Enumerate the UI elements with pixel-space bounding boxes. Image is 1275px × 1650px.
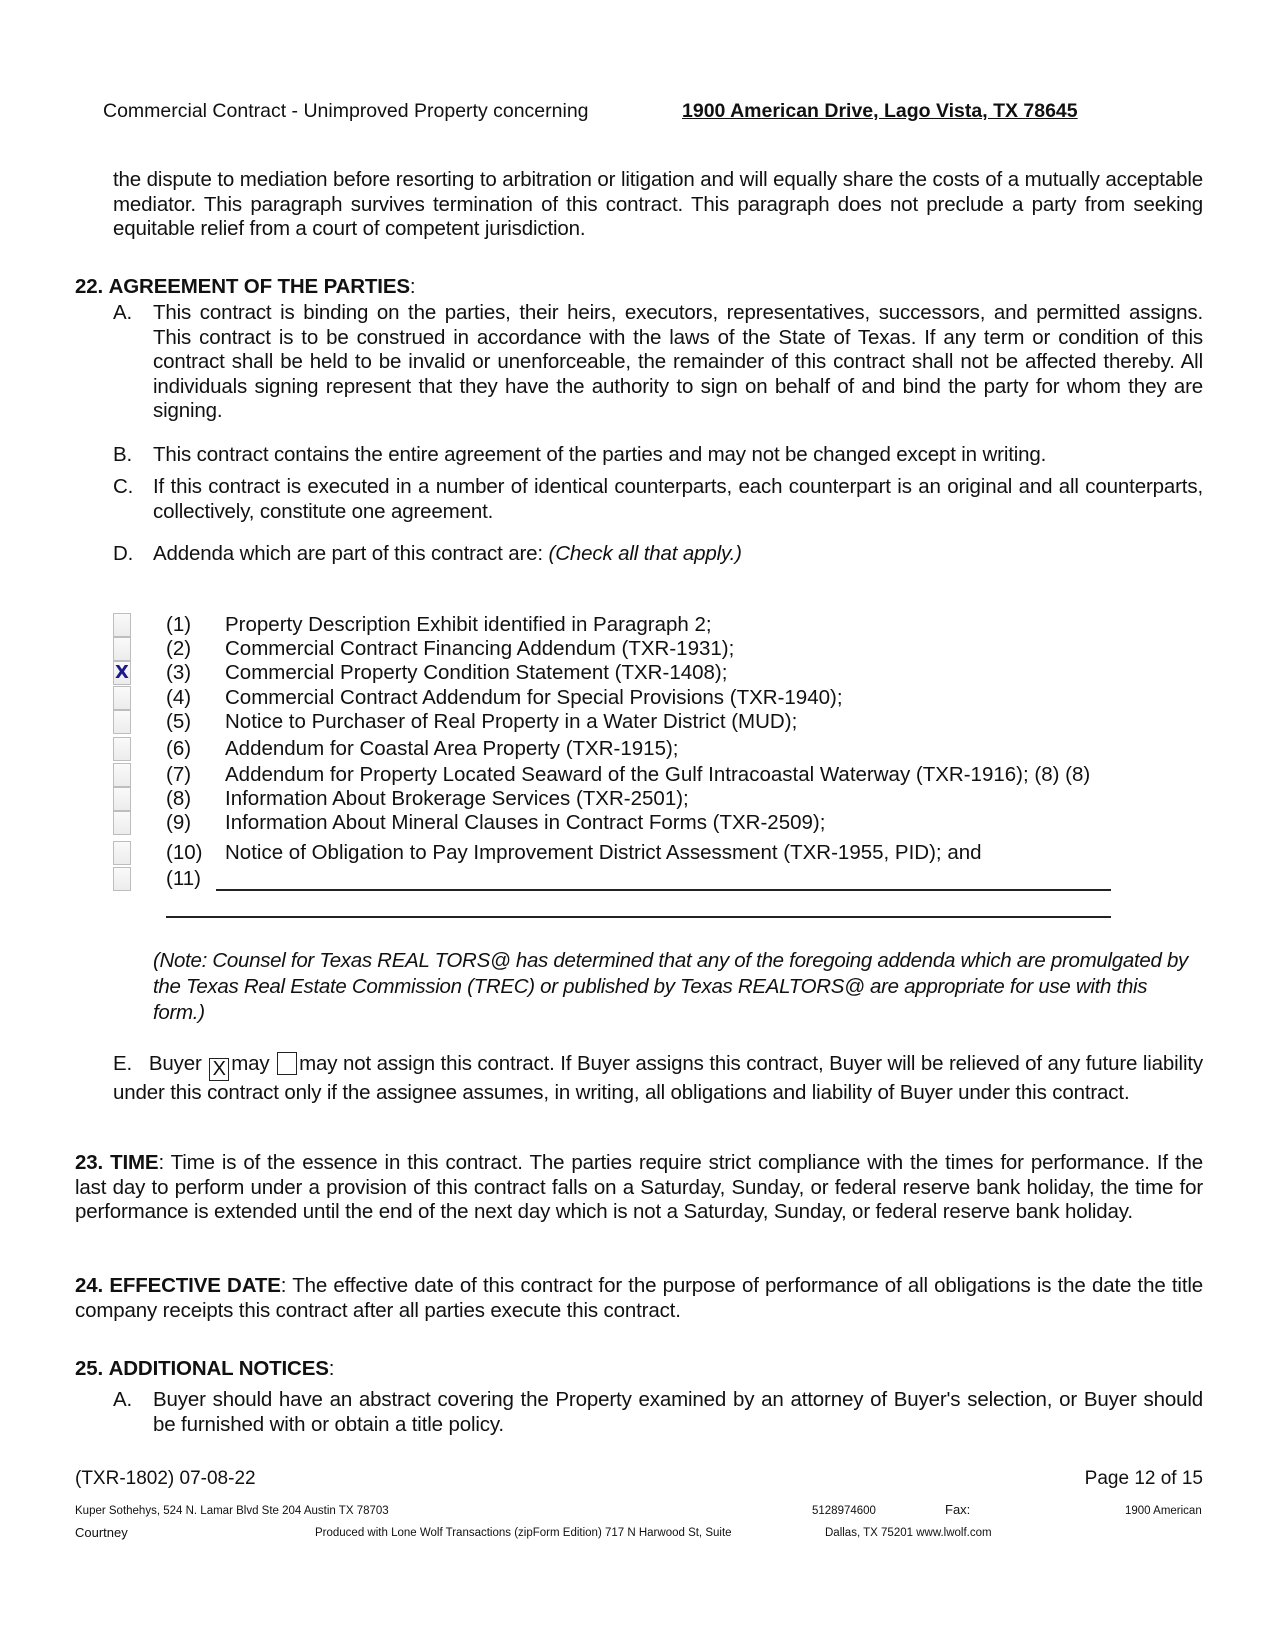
section-22-item-e	[113, 1052, 1203, 1106]
addenda-label: Commercial Property Condition Statement (TXR-1408);	[225, 661, 728, 684]
section-22-item-d	[113, 542, 1203, 567]
section-colon: :	[409, 275, 416, 298]
item-hint: (Check all that apply.)	[548, 542, 742, 565]
addenda-label: Information About Mineral Clauses in Contract Forms (TXR-2509);	[225, 811, 826, 834]
addenda-label: Information About Brokerage Services (TXR-2501);	[225, 787, 689, 810]
addenda-number: (7)	[166, 763, 192, 786]
agent-name: Courtney	[75, 1525, 128, 1540]
addenda-number: (6)	[166, 737, 192, 760]
may-label: may	[231, 1052, 270, 1075]
section-title: TIME	[110, 1151, 159, 1174]
broker-line: Kuper Sothehys, 524 N. Lamar Blvd Ste 204 Austin TX 78703	[75, 1505, 389, 1517]
section-colon: :	[328, 1357, 335, 1380]
item-text: This contract is binding on the parties, their heirs, executors, representatives, successors, and permitted assigns. This contract is to be construed in accordance with the laws of the State of Texas. If any term or condition of this contract shall be held to be invalid or unenforceable, the remainder of this contract shall not be affected thereby. All individuals signing represent that they have the authority to sign on behalf of and bind the party for whom they are signing.	[153, 301, 1203, 422]
item-text: Buyer should have an abstract covering the Property examined by an attorney of Buyer's selection, or Buyer should be furnished with or obtain a title policy.	[153, 1388, 1203, 1436]
addenda-11-blank-line-2[interactable]	[166, 916, 1111, 918]
buyer-label: Buyer	[148, 1052, 202, 1075]
section-22-item-a	[113, 301, 1203, 424]
producer-city: Dallas, TX 75201 www.lwolf.com	[825, 1527, 992, 1539]
section-number: 23.	[75, 1151, 104, 1174]
addenda-label: Notice of Obligation to Pay Improvement District Assessment (TXR-1955, PID); and	[225, 841, 982, 864]
item-letter: C.	[113, 475, 134, 498]
property-address: 1900 American Drive, Lago Vista, TX 78645	[682, 100, 1078, 122]
addenda-checkbox[interactable]	[113, 686, 131, 710]
addenda-number: (9)	[166, 811, 192, 834]
section-22-item-c	[113, 475, 1203, 524]
section-25-heading	[75, 1357, 334, 1382]
addenda-checkbox[interactable]	[113, 763, 131, 787]
section-number: 24.	[75, 1274, 104, 1297]
addenda-number: (11)	[166, 867, 201, 890]
addenda-checkbox[interactable]	[113, 787, 131, 811]
section-25-item-a	[113, 1388, 1203, 1437]
addenda-label: Addendum for Coastal Area Property (TXR-1915);	[225, 737, 679, 760]
property-short: 1900 American	[1125, 1505, 1202, 1517]
addenda-number: (5)	[166, 710, 192, 733]
section-text: : The effective date of this contract for the purpose of performance of all obligations is the date the title company receipts this contract after all parties execute this contract.	[75, 1274, 1204, 1322]
section-title: AGREEMENT OF THE PARTIES	[108, 275, 410, 298]
item-text: If this contract is executed in a number of identical counterparts, each counterpart is an original and all counterparts, collectively, constitute one agreement.	[153, 475, 1203, 523]
page-number: Page 12 of 15	[1084, 1468, 1203, 1489]
addenda-checkbox-checked[interactable]: X	[113, 661, 131, 685]
addenda-number: (10)	[166, 841, 203, 864]
item-text: This contract contains the entire agreement of the parties and may not be changed except in writing.	[153, 443, 1047, 466]
addenda-number: (4)	[166, 686, 192, 709]
section-24	[75, 1274, 1203, 1323]
addenda-number: (3)	[166, 661, 192, 684]
addenda-checkbox[interactable]	[113, 613, 131, 637]
may-assign-checkbox[interactable]: X	[209, 1058, 229, 1081]
addenda-label: Notice to Purchaser of Real Property in a Water District (MUD);	[225, 710, 798, 733]
addenda-number: (2)	[166, 637, 192, 660]
addenda-label: Property Description Exhibit identified in Paragraph 2;	[225, 613, 712, 636]
addenda-checkbox[interactable]	[113, 737, 131, 761]
item-letter: A.	[113, 301, 133, 324]
item-text: Addenda which are part of this contract are:	[153, 542, 549, 565]
section-title: ADDITIONAL NOTICES	[108, 1357, 329, 1380]
addenda-label: Addendum for Property Located Seaward of the Gulf Intracoastal Waterway (TXR-1916); (8) (8)	[225, 763, 1091, 786]
may-not-label: may not assign this contract. If Buyer assigns this contract, Buyer will be relieved of any future liability under this contract only if the assignee assumes, in writing, all obligations and liability of Buyer under this contract.	[113, 1052, 1204, 1104]
addenda-checkbox[interactable]	[113, 867, 131, 891]
section-23	[75, 1151, 1203, 1225]
section-title: EFFECTIVE DATE	[109, 1274, 281, 1297]
section-text: : Time is of the essence in this contract. The parties require strict compliance with the times for performance. If the last day to perform under a provision of this contract falls on a Saturday, Sunday, or federal reserve bank holiday, the time for performance is extended until the end of the next day which is not a Saturday, Sunday, or federal reserve bank holiday.	[75, 1151, 1203, 1223]
addenda-checkbox[interactable]	[113, 710, 131, 734]
section-number: 25.	[75, 1357, 104, 1380]
addenda-label: Commercial Contract Financing Addendum (TXR-1931);	[225, 637, 735, 660]
addenda-checkbox[interactable]	[113, 811, 131, 835]
section-number: 22.	[75, 275, 104, 298]
item-letter: E.	[113, 1052, 133, 1075]
addenda-11-blank-line[interactable]	[216, 889, 1111, 891]
continued-paragraph: the dispute to mediation before resorting to arbitration or litigation and will equally share the costs of a mutually acceptable mediator. This paragraph survives termination of this contract. This paragraph does not preclude a party from seeking equitable relief from a court of competent jurisdiction.	[113, 168, 1203, 240]
produced-with: Produced with Lone Wolf Transactions (zipForm Edition) 717 N Harwood St, Suite	[315, 1527, 732, 1539]
item-letter: D.	[113, 542, 134, 565]
addenda-number: (8)	[166, 787, 192, 810]
addenda-checkbox[interactable]	[113, 841, 131, 865]
section-22-item-b	[113, 443, 1203, 468]
form-id: (TXR-1802) 07-08-22	[75, 1468, 256, 1489]
addenda-label: Commercial Contract Addendum for Special Provisions (TXR-1940);	[225, 686, 843, 709]
item-letter: B.	[113, 443, 133, 466]
addenda-note: (Note: Counsel for Texas REAL TORS@ has determined that any of the foregoing addenda which are promulgated by the Texas Real Estate Commission (TREC) or published by Texas REALTORS@ are appropriate for use with this form.)	[153, 949, 1188, 1024]
may-not-assign-checkbox[interactable]	[277, 1052, 297, 1075]
addenda-checkbox[interactable]	[113, 637, 131, 661]
fax-label: Fax:	[945, 1502, 971, 1517]
section-22-heading	[75, 275, 415, 300]
item-letter: A.	[113, 1388, 133, 1411]
document-header-title: Commercial Contract - Unimproved Property concerning	[103, 100, 589, 122]
broker-phone: 5128974600	[812, 1505, 876, 1517]
addenda-number: (1)	[166, 613, 192, 636]
